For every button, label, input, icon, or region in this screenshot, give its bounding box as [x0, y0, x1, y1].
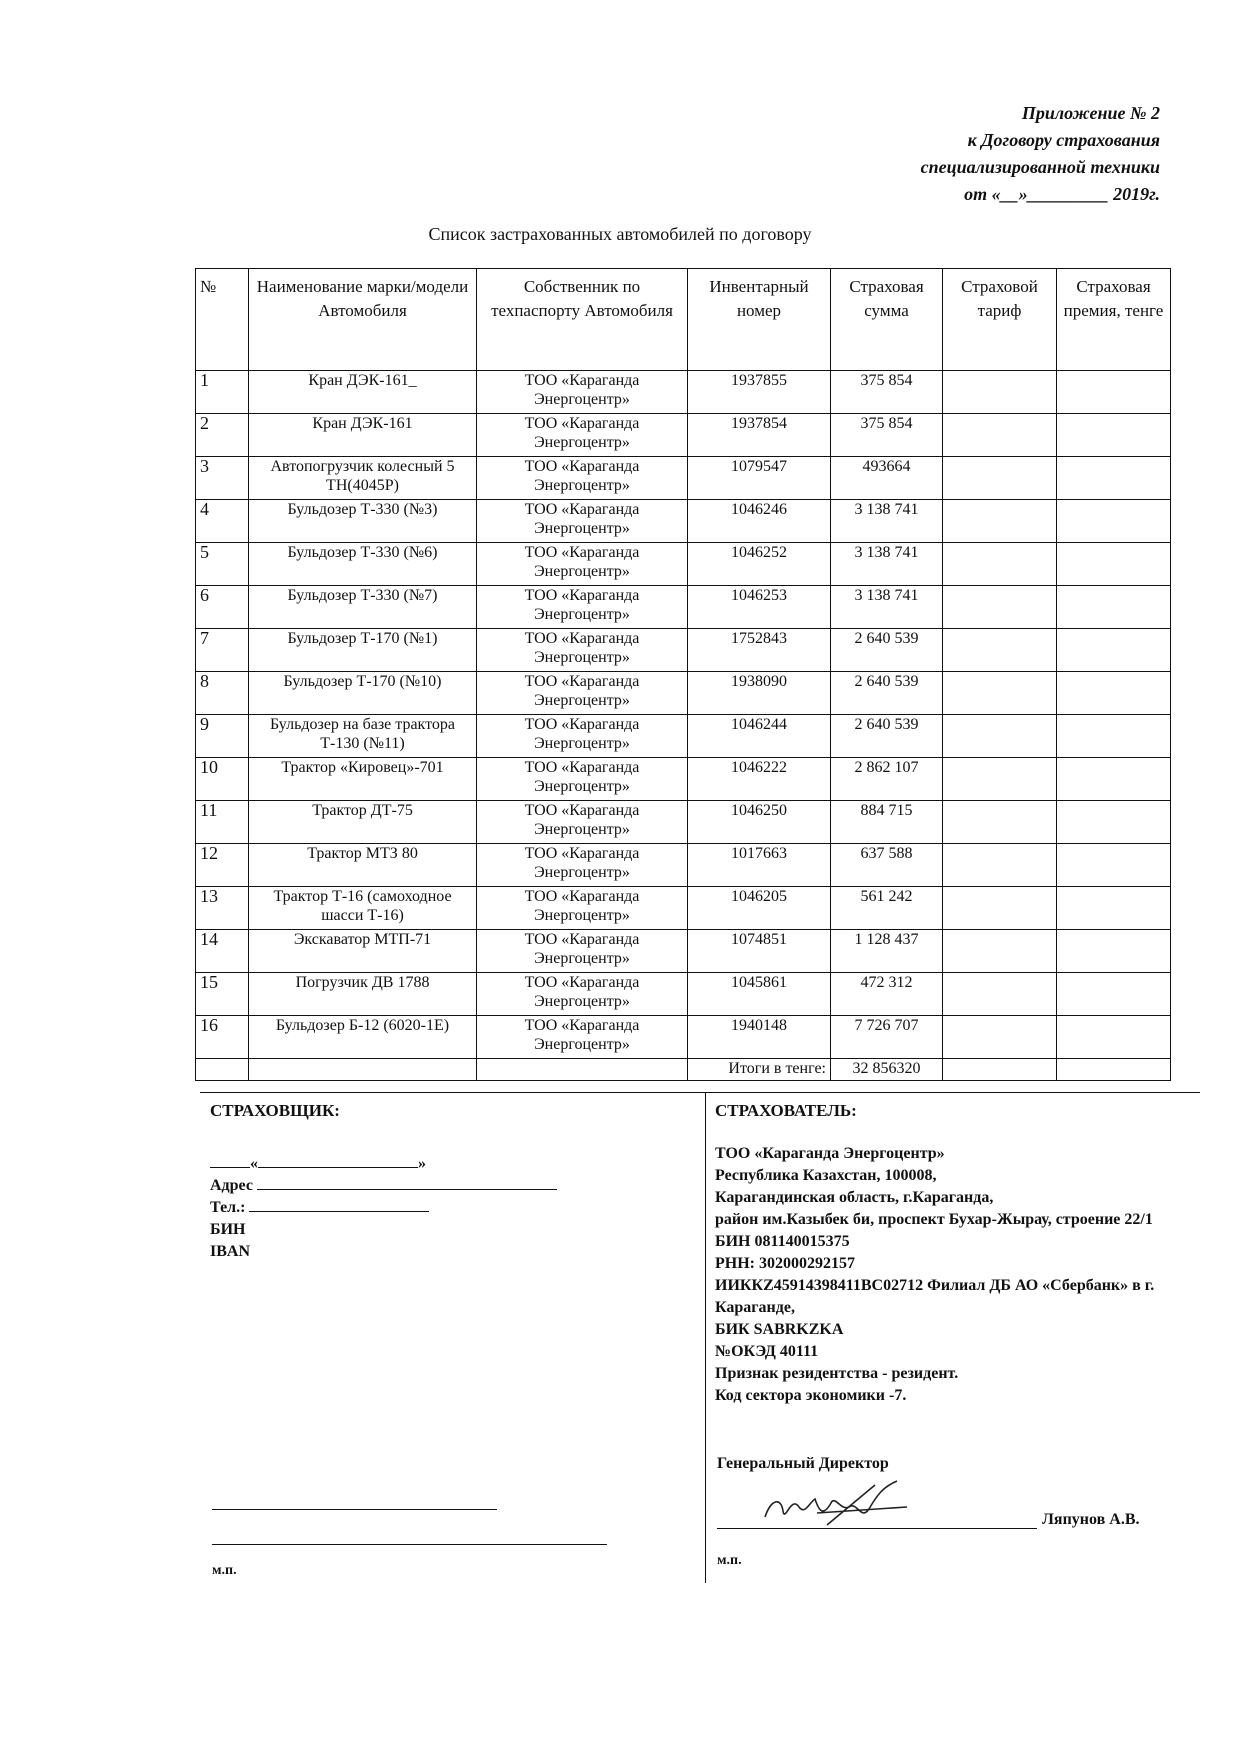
header-sum: Страховая сумма — [831, 269, 943, 371]
tariff-cell — [943, 371, 1057, 414]
row-number: 7 — [196, 629, 249, 672]
table-row — [196, 758, 1171, 801]
inventory-number: 1046253 — [688, 586, 831, 629]
vehicle-name: Кран ДЭК-161 — [249, 414, 477, 457]
insurer-heading: СТРАХОВЩИК: — [210, 1101, 340, 1120]
row-number: 6 — [196, 586, 249, 629]
total-empty-4 — [943, 1059, 1057, 1081]
insurer-stamp-label: м.п. — [212, 1563, 237, 1578]
insured-line: район им.Казыбек би, проспект Бухар-Жырау, строение 22/1 — [715, 1211, 1153, 1228]
tariff-cell — [943, 672, 1057, 715]
inventory-number: 1017663 — [688, 844, 831, 887]
inventory-number: 1940148 — [688, 1016, 831, 1059]
inventory-number: 1079547 — [688, 457, 831, 500]
row-number: 5 — [196, 543, 249, 586]
inventory-number: 1046252 — [688, 543, 831, 586]
premium-cell — [1057, 844, 1171, 887]
insured-block — [705, 1092, 1200, 1583]
premium-cell — [1057, 586, 1171, 629]
tariff-cell — [943, 629, 1057, 672]
vehicle-owner: ТОО «Караганда Энергоцентр» — [477, 715, 688, 758]
premium-cell — [1057, 973, 1171, 1016]
total-empty-1 — [196, 1059, 249, 1081]
insured-sum: 637 588 — [831, 844, 943, 887]
row-number: 4 — [196, 500, 249, 543]
vehicle-owner: ТОО «Караганда Энергоцентр» — [477, 672, 688, 715]
annex-line-2: к Договору страхования — [967, 130, 1160, 150]
insured-sum: 3 138 741 — [831, 543, 943, 586]
table-row — [196, 973, 1171, 1016]
premium-cell — [1057, 371, 1171, 414]
table-row — [196, 801, 1171, 844]
premium-cell — [1057, 715, 1171, 758]
insurer-date-line — [210, 1153, 695, 1175]
vehicle-name: Трактор МТЗ 80 — [249, 844, 477, 887]
total-empty-3 — [477, 1059, 688, 1081]
table-row — [196, 543, 1171, 586]
total-sum: 32 856320 — [831, 1059, 943, 1081]
insured-details — [705, 1129, 1200, 1407]
tariff-cell — [943, 457, 1057, 500]
signatures-block — [200, 1092, 1200, 1582]
table-row — [196, 887, 1171, 930]
insurer-address-line — [210, 1175, 695, 1197]
row-number: 12 — [196, 844, 249, 887]
table-row — [196, 414, 1171, 457]
vehicle-owner: ТОО «Караганда Энергоцентр» — [477, 629, 688, 672]
row-number: 9 — [196, 715, 249, 758]
vehicle-owner: ТОО «Караганда Энергоцентр» — [477, 973, 688, 1016]
premium-cell — [1057, 930, 1171, 973]
total-empty-2 — [249, 1059, 477, 1081]
premium-cell — [1057, 543, 1171, 586]
table-row — [196, 629, 1171, 672]
table-row — [196, 715, 1171, 758]
insured-sum: 1 128 437 — [831, 930, 943, 973]
insured-heading: СТРАХОВАТЕЛЬ: — [715, 1101, 857, 1120]
premium-cell — [1057, 1016, 1171, 1059]
header-inventory: Инвентарный номер — [688, 269, 831, 371]
tariff-cell — [943, 543, 1057, 586]
insurer-signature-line-2 — [212, 1543, 607, 1545]
inventory-number: 1046250 — [688, 801, 831, 844]
premium-cell — [1057, 887, 1171, 930]
vehicle-name: Трактор Т-16 (самоходное шасси Т-16) — [249, 887, 477, 930]
premium-cell — [1057, 414, 1171, 457]
vehicle-name: Кран ДЭК-161_ — [249, 371, 477, 414]
tariff-cell — [943, 500, 1057, 543]
row-number: 13 — [196, 887, 249, 930]
tariff-cell — [943, 887, 1057, 930]
tariff-cell — [943, 414, 1057, 457]
vehicle-name: Автопогрузчик колесный 5 ТН(4045Р) — [249, 457, 477, 500]
inventory-number: 1938090 — [688, 672, 831, 715]
vehicle-name: Бульдозер Б-12 (6020-1Е) — [249, 1016, 477, 1059]
tariff-cell — [943, 930, 1057, 973]
insured-line: ИИККZ45914398411ВС02712 Филиал ДБ АО «Сбербанк» в г. Караганде, — [715, 1277, 1155, 1316]
insured-sum: 375 854 — [831, 371, 943, 414]
row-number: 1 — [196, 371, 249, 414]
insured-line: РНН: 302000292157 — [715, 1255, 855, 1272]
vehicle-name: Трактор ДТ-75 — [249, 801, 477, 844]
premium-cell — [1057, 629, 1171, 672]
document-title: Список застрахованных автомобилей по договору — [428, 224, 812, 244]
row-number: 16 — [196, 1016, 249, 1059]
tariff-cell — [943, 801, 1057, 844]
vehicle-owner: ТОО «Караганда Энергоцентр» — [477, 414, 688, 457]
insured-sum: 375 854 — [831, 414, 943, 457]
annex-line-1: Приложение № 2 — [1021, 103, 1160, 123]
header-no: № — [196, 269, 249, 371]
insured-sum: 2 862 107 — [831, 758, 943, 801]
premium-cell — [1057, 801, 1171, 844]
inventory-number: 1046222 — [688, 758, 831, 801]
insured-line: Код сектора экономики -7. — [715, 1387, 907, 1404]
vehicle-owner: ТОО «Караганда Энергоцентр» — [477, 1016, 688, 1059]
total-empty-5 — [1057, 1059, 1171, 1081]
insured-signer-name: Ляпунов А.В. — [1042, 1511, 1140, 1528]
vehicle-name: Бульдозер Т-330 (№6) — [249, 543, 477, 586]
insurer-signature-line-1 — [212, 1508, 497, 1510]
inventory-number: 1937855 — [688, 371, 831, 414]
signature-image — [757, 1477, 917, 1533]
vehicle-name: Бульдозер Т-170 (№1) — [249, 629, 477, 672]
vehicle-name: Экскаватор МТП-71 — [249, 930, 477, 973]
table-row — [196, 672, 1171, 715]
premium-cell — [1057, 457, 1171, 500]
premium-cell — [1057, 500, 1171, 543]
inventory-number: 1046205 — [688, 887, 831, 930]
tariff-cell — [943, 973, 1057, 1016]
tariff-cell — [943, 715, 1057, 758]
insured-line: Признак резидентства - резидент. — [715, 1365, 959, 1382]
inventory-number: 1046246 — [688, 500, 831, 543]
tariff-cell — [943, 758, 1057, 801]
vehicle-owner: ТОО «Караганда Энергоцентр» — [477, 543, 688, 586]
table-header-row — [196, 269, 1171, 371]
vehicle-owner: ТОО «Караганда Энергоцентр» — [477, 500, 688, 543]
annex-line-3: специализированной техники — [920, 157, 1160, 177]
insured-sum: 884 715 — [831, 801, 943, 844]
header-tariff: Страховой тариф — [943, 269, 1057, 371]
premium-cell — [1057, 758, 1171, 801]
total-label: Итоги в тенге: — [688, 1059, 831, 1081]
vehicle-name: Бульдозер Т-170 (№10) — [249, 672, 477, 715]
insurer-address-label: Адрес — [210, 1177, 253, 1194]
vehicles-table — [195, 268, 1171, 1081]
insured-line: БИК SABRKZKA — [715, 1321, 844, 1338]
vehicle-owner: ТОО «Караганда Энергоцентр» — [477, 371, 688, 414]
header-name: Наименование марки/модели Автомобиля — [249, 269, 477, 371]
premium-cell — [1057, 672, 1171, 715]
insurer-details — [200, 1129, 705, 1263]
inventory-number: 1752843 — [688, 629, 831, 672]
table-row — [196, 1016, 1171, 1059]
insured-sum: 2 640 539 — [831, 629, 943, 672]
row-number: 15 — [196, 973, 249, 1016]
insured-sum: 2 640 539 — [831, 672, 943, 715]
vehicle-owner: ТОО «Караганда Энергоцентр» — [477, 887, 688, 930]
vehicle-name: Бульдозер Т-330 (№3) — [249, 500, 477, 543]
insured-sum: 7 726 707 — [831, 1016, 943, 1059]
insured-sum: 2 640 539 — [831, 715, 943, 758]
table-row — [196, 371, 1171, 414]
insured-line: Карагандинская область, г.Караганда, — [715, 1189, 994, 1206]
tariff-cell — [943, 586, 1057, 629]
insured-sum: 561 242 — [831, 887, 943, 930]
vehicle-name: Бульдозер на базе трактора Т-130 (№11) — [249, 715, 477, 758]
insurer-block — [200, 1092, 706, 1583]
row-number: 8 — [196, 672, 249, 715]
insurer-date-open: « — [250, 1155, 258, 1172]
vehicle-owner: ТОО «Караганда Энергоцентр» — [477, 586, 688, 629]
insured-line: БИН 081140015375 — [715, 1233, 850, 1250]
vehicle-name: Погрузчик ДВ 1788 — [249, 973, 477, 1016]
total-row — [196, 1059, 1171, 1081]
insurer-date-close: » — [418, 1155, 426, 1172]
vehicle-owner: ТОО «Караганда Энергоцентр» — [477, 844, 688, 887]
insurer-phone-label: Тел.: — [210, 1199, 246, 1216]
insured-sum: 3 138 741 — [831, 500, 943, 543]
insured-sum: 493664 — [831, 457, 943, 500]
row-number: 3 — [196, 457, 249, 500]
insurer-iban-label: IBAN — [210, 1243, 251, 1260]
vehicle-name: Бульдозер Т-330 (№7) — [249, 586, 477, 629]
table-row — [196, 586, 1171, 629]
header-premium: Страховая премия, тенге — [1057, 269, 1171, 371]
insured-sum: 472 312 — [831, 973, 943, 1016]
tariff-cell — [943, 844, 1057, 887]
table-row — [196, 930, 1171, 973]
inventory-number: 1937854 — [688, 414, 831, 457]
insured-signature-area — [717, 1485, 1177, 1533]
row-number: 10 — [196, 758, 249, 801]
insured-sum: 3 138 741 — [831, 586, 943, 629]
vehicle-owner: ТОО «Караганда Энергоцентр» — [477, 457, 688, 500]
row-number: 14 — [196, 930, 249, 973]
inventory-number: 1046244 — [688, 715, 831, 758]
header-owner: Собственник по техпаспорту Автомобиля — [477, 269, 688, 371]
vehicle-name: Трактор «Кировец»-701 — [249, 758, 477, 801]
table-row — [196, 457, 1171, 500]
tariff-cell — [943, 1016, 1057, 1059]
table-row — [196, 844, 1171, 887]
row-number: 2 — [196, 414, 249, 457]
insured-line: Республика Казахстан, 100008, — [715, 1167, 937, 1184]
annex-line-4: от «__»_________ 2019г. — [964, 184, 1160, 204]
vehicle-owner: ТОО «Караганда Энергоцентр» — [477, 758, 688, 801]
inventory-number: 1045861 — [688, 973, 831, 1016]
table-row — [196, 500, 1171, 543]
vehicle-owner: ТОО «Караганда Энергоцентр» — [477, 930, 688, 973]
vehicle-owner: ТОО «Караганда Энергоцентр» — [477, 801, 688, 844]
insured-position: Генеральный Директор — [717, 1455, 889, 1472]
insured-line: №ОКЭД 40111 — [715, 1343, 819, 1360]
insurer-phone-line — [210, 1197, 695, 1219]
insured-stamp-label: м.п. — [717, 1553, 742, 1568]
row-number: 11 — [196, 801, 249, 844]
annex-header — [740, 100, 1160, 208]
insurer-bin-label: БИН — [210, 1221, 246, 1238]
insured-line: ТОО «Караганда Энергоцентр» — [715, 1145, 945, 1162]
inventory-number: 1074851 — [688, 930, 831, 973]
